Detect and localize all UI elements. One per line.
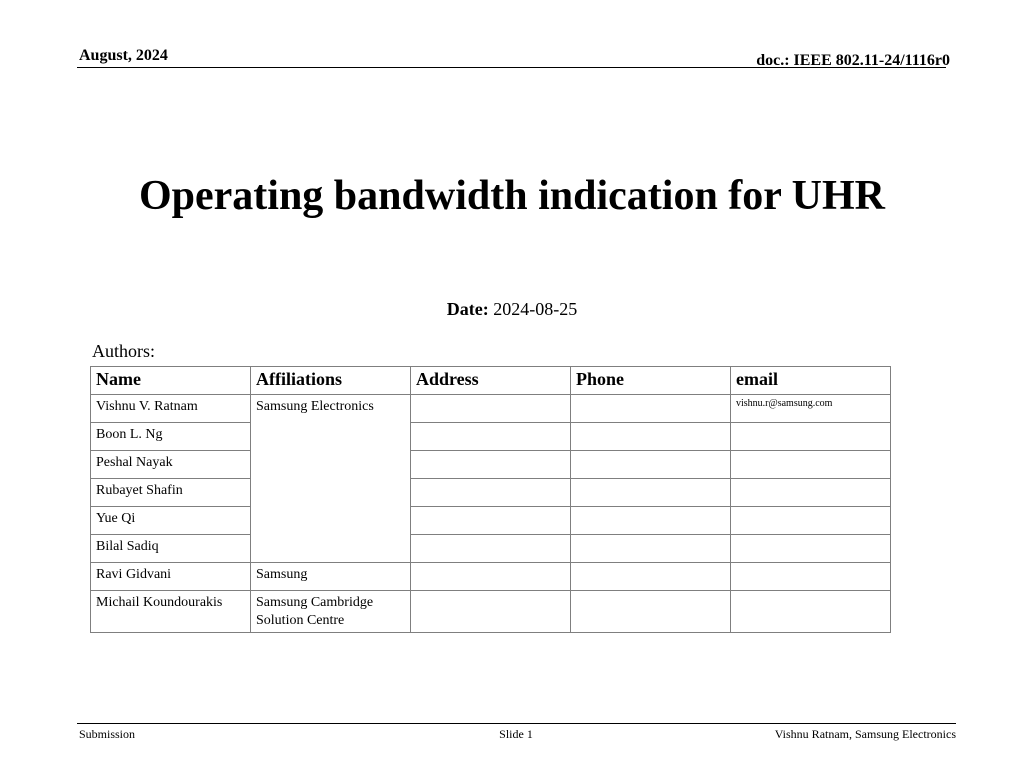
date-line — [0, 299, 1024, 320]
author-phone — [571, 591, 731, 633]
footer-slide-number: Slide 1 — [499, 727, 533, 741]
author-phone — [571, 451, 731, 479]
affiliation-line-1: Samsung Cambridge — [256, 595, 374, 610]
column-header-phone: Phone — [571, 367, 731, 395]
author-phone — [571, 563, 731, 591]
header-divider — [77, 67, 946, 68]
author-affiliation — [251, 591, 411, 633]
author-name: Vishnu V. Ratnam — [91, 395, 251, 423]
table-row — [91, 563, 891, 591]
author-email — [731, 451, 891, 479]
author-name: Boon L. Ng — [91, 423, 251, 451]
author-name: Peshal Nayak — [91, 451, 251, 479]
affiliation-line-2: Solution Centre — [256, 613, 345, 628]
author-email — [731, 423, 891, 451]
footer-author: Vishnu Ratnam, Samsung Electronics — [774, 727, 956, 741]
author-email — [731, 479, 891, 507]
author-address — [411, 451, 571, 479]
author-phone — [571, 507, 731, 535]
header-doc-id: doc.: IEEE 802.11-24/1116r0 — [756, 52, 950, 69]
author-address — [411, 591, 571, 633]
table-row — [91, 479, 891, 507]
author-phone — [571, 479, 731, 507]
table-row — [91, 451, 891, 479]
header-date: August, 2024 — [79, 47, 168, 64]
column-header-email: email — [731, 367, 891, 395]
table-row — [91, 591, 891, 633]
author-email: vishnu.r@samsung.com — [731, 395, 891, 423]
author-name: Rubayet Shafin — [91, 479, 251, 507]
author-affiliation: Samsung — [251, 563, 411, 591]
author-phone — [571, 535, 731, 563]
author-address — [411, 479, 571, 507]
author-address — [411, 395, 571, 423]
author-address — [411, 423, 571, 451]
author-name: Bilal Sadiq — [91, 535, 251, 563]
author-name: Michail Koundourakis — [91, 591, 251, 633]
author-email — [731, 507, 891, 535]
date-label: Date: — [446, 299, 489, 319]
date-value: 2024-08-25 — [493, 299, 578, 319]
authors-table — [90, 366, 891, 633]
author-phone — [571, 423, 731, 451]
authors-label: Authors: — [92, 341, 155, 361]
footer-submission: Submission — [79, 727, 136, 741]
table-header-row — [91, 367, 891, 395]
author-address — [411, 563, 571, 591]
author-address — [411, 507, 571, 535]
author-name: Ravi Gidvani — [91, 563, 251, 591]
column-header-name: Name — [91, 367, 251, 395]
author-name: Yue Qi — [91, 507, 251, 535]
column-header-affiliations: Affiliations — [251, 367, 411, 395]
table-row — [91, 507, 891, 535]
author-address — [411, 535, 571, 563]
table-row — [91, 535, 891, 563]
author-email — [731, 535, 891, 563]
table-row — [91, 423, 891, 451]
column-header-address: Address — [411, 367, 571, 395]
author-email — [731, 591, 891, 633]
footer-divider — [77, 723, 956, 724]
slide-title: Operating bandwidth indication for UHR — [138, 173, 885, 219]
table-row — [91, 395, 891, 423]
author-affiliation: Samsung Electronics — [251, 395, 411, 563]
author-email — [731, 563, 891, 591]
author-phone — [571, 395, 731, 423]
